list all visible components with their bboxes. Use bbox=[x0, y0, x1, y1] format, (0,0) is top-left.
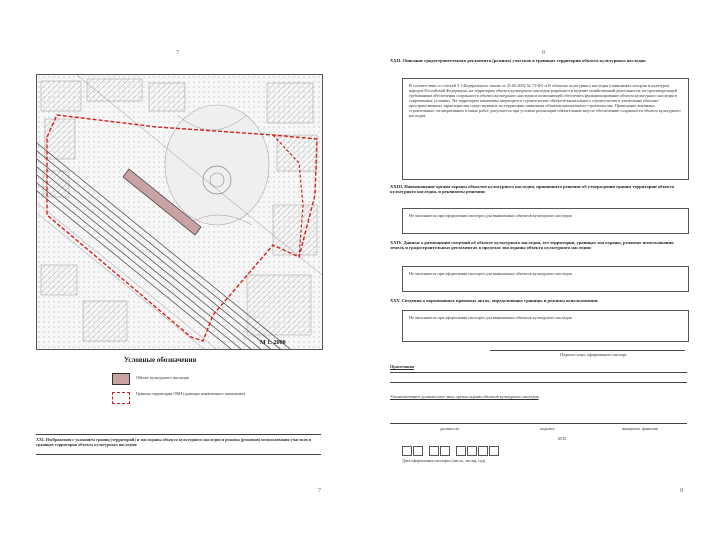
legend-boundary-swatch bbox=[112, 392, 130, 404]
section-xxiv-title: XXIV. Данные о размещении сведений об объекте культурного наследия, его территории, границах зон охраны, режимах использования земель и градостроительных регламентах в пределах зон охраны объекта культурного наследия: bbox=[390, 240, 674, 251]
section-xxv-box bbox=[402, 310, 689, 342]
section-xxv-text: Не заполняется при оформлении паспорта для выявленных объектов культурного наследия bbox=[409, 315, 572, 320]
right-bottom-page-number: 8 bbox=[680, 488, 683, 494]
date-cells[interactable] bbox=[402, 446, 499, 456]
section-xxiii-title: XXIII. Наименование органа охраны объектов культурного наследия, принявшего решение об утверждении границ территории объекта культурного наследия, и реквизиты решения: bbox=[390, 184, 675, 195]
col-signature: подпись bbox=[540, 426, 555, 431]
section-xxii-text: В соответствии со статьей 5.1 Федерального закона от 25.06.2002 № 73-ФЗ «Об объектах культурного наследия (памятниках истории и культуры) народов Российской Федерации» на территории объекта культурного наследия разрешается ведение хозяйственной деятельности, не противоречащей требованиям обеспечения сохранности объекта культурного наследия и позволяющей обеспечить функционирование объекта культурного наследия в современных условиях. На территории памятника запрещается строительство объектов капитального строительства и увеличение объемно-пространственных характеристик существующих на территории памятника объектов капитального строительства. Проведение земляных, строительных, мелиоративных и иных работ допускается при условии реализации обязательных мер по обеспечению сохранности объекта культурного наследия. bbox=[409, 83, 681, 118]
authority-label: Уполномоченное должностное лицо органа охраны объектов культурного наследия bbox=[390, 394, 539, 399]
section-xxv-title: XXV. Сведения о нормативных правовых актах, определяющих границы и режимы использования: bbox=[390, 298, 599, 303]
sign-heading: Подпись лица, оформившего паспорт bbox=[560, 352, 627, 357]
legend-boundary-label: Граница территории ОКН (границы выявленного памятника) bbox=[136, 391, 246, 396]
section-xxiv-text: Не заполняется при оформлении паспорта для выявленных объектов культурного наследия bbox=[409, 271, 572, 276]
left-bottom-page-number: 7 bbox=[318, 488, 321, 494]
col-position: должность bbox=[440, 426, 460, 431]
section-xxiv-box bbox=[402, 266, 689, 292]
legend-object-label: Объект культурного наследия bbox=[136, 375, 189, 380]
section-xxiii-box bbox=[402, 208, 689, 234]
notes-label: Примечания bbox=[390, 364, 415, 369]
right-top-page-number: 8 bbox=[542, 50, 545, 56]
section-xxii-title: XXII. Описание градостроительного регламента (режима) участков в границах территории объекта культурного наследия bbox=[390, 58, 646, 63]
legend-title: Условные обозначения bbox=[124, 356, 197, 364]
left-page bbox=[0, 0, 340, 540]
date-label: Дата оформления паспорта (число, месяц, год) bbox=[402, 458, 486, 463]
section-xxiii-text: Не заполняется при оформлении паспорта для выявленных объектов культурного наследия bbox=[409, 213, 572, 218]
legend-object-swatch bbox=[112, 373, 130, 385]
stamp-label: М.П. bbox=[558, 436, 567, 441]
site-map-frame bbox=[36, 74, 323, 350]
site-map bbox=[37, 75, 322, 349]
col-name: инициалы, фамилия bbox=[622, 426, 658, 431]
section-xxi: XXI. Изображения с указанием границ (территорий) и зон охраны объекта культурного наследия и режима (режимов) использования участков в границах территории объекта культурного наследия: bbox=[36, 437, 312, 447]
map-scale: М 1: 2000 bbox=[260, 340, 286, 346]
right-page bbox=[360, 0, 720, 540]
section-xxii-box bbox=[402, 78, 689, 180]
left-top-page-number: 7 bbox=[176, 50, 179, 56]
